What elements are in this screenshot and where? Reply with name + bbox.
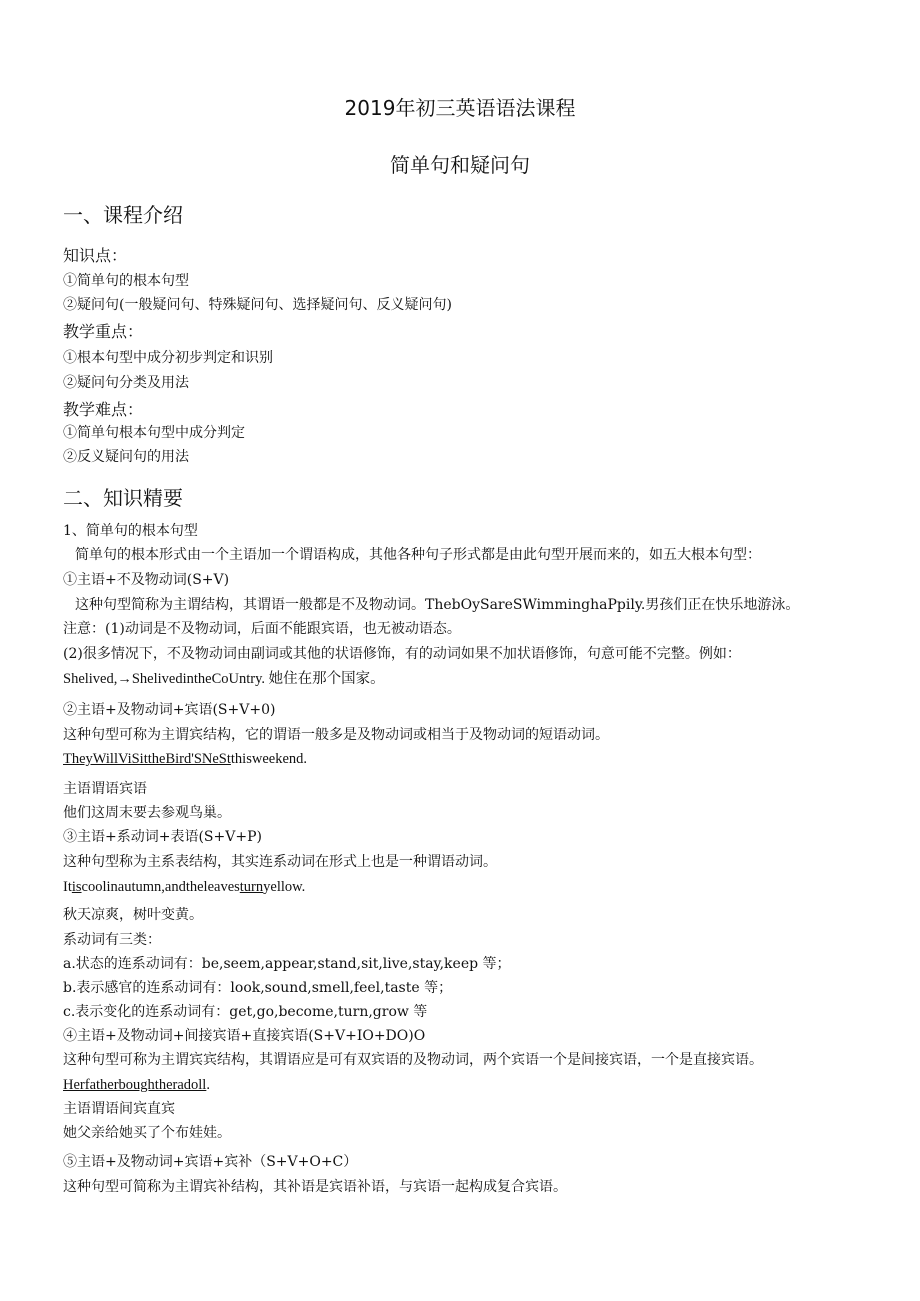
pattern-1-note: 注意：(1)动词是不及物动词，后面不能跟宾语，也无被动语态。	[63, 621, 461, 637]
difficulty-item-2: ②反义疑问句的用法	[63, 449, 189, 465]
focus-item-2: ②疑问句分类及用法	[63, 375, 189, 391]
pattern-2-example	[63, 750, 307, 768]
linking-verbs-label: 系动词有三类：	[63, 932, 161, 948]
pattern-2-desc: 这种句型可称为主谓宾结构，它的谓语一般多是及物动词或相当于及物动词的短语动词。	[63, 727, 609, 743]
pattern-4-parts: 主语谓语间宾直宾	[63, 1101, 175, 1117]
document-subtitle: 简单句和疑问句	[390, 153, 530, 177]
difficulty-item-1: ①简单句根本句型中成分判定	[63, 425, 245, 441]
pattern-1-note-2: (2)很多情况下，不及物动词由副词或其他的状语修饰，有的动词如果不加状语修饰，句意可能不完整。例如：	[63, 646, 741, 662]
knowledge-item-1: ①简单句的根本句型	[63, 273, 189, 289]
pattern-4-example	[63, 1076, 210, 1094]
difficulty-label: 教学难点：	[63, 400, 144, 419]
intro-paragraph: 简单句的根本形式由一个主语加一个谓语构成，其他各种句子形式都是由此句型开展而来的，如五大根本句型：	[75, 547, 761, 563]
section-heading-knowledge: 二、知识精要	[63, 486, 183, 510]
pattern-1-title: ①主语+不及物动词(S+V)	[63, 572, 230, 588]
focus-item-1: ①根本句型中成分初步判定和识别	[63, 350, 273, 366]
pattern-1-desc: 这种句型简称为主谓结构，其谓语一般都是不及物动词。ThebOySareSWimminghaPpily.男孩们正在快乐地游泳。	[75, 597, 800, 613]
pattern-3-translation: 秋天凉爽，树叶变黄。	[63, 907, 203, 923]
pattern-3-desc: 这种句型称为主系表结构，其实连系动词在形式上也是一种谓语动词。	[63, 854, 497, 870]
focus-label: 教学重点：	[63, 322, 144, 341]
pattern-4-example-underlined: Herfatherboughtheradoll	[63, 1077, 207, 1093]
pattern-1-example: Shelived,→ShelivedintheCoUntry. 她住在那个国家。	[63, 671, 385, 687]
pattern-2-translation: 他们这周末要去参观鸟巢。	[63, 805, 231, 821]
pattern-4-desc: 这种句型可称为主谓宾宾结构，其谓语应是可有双宾语的及物动词，两个宾语一个是间接宾语，一个是直接宾语。	[63, 1052, 763, 1068]
pattern-4-translation: 她父亲给她买了个布娃娃。	[63, 1125, 231, 1141]
pattern-2-title: ②主语+及物动词+宾语(S+V+0)	[63, 702, 276, 718]
pattern-3-example-part-a: It	[63, 879, 72, 895]
subheading-simple-sentence: 1、简单句的根本句型	[63, 523, 198, 539]
linking-verbs-c: c.表示变化的连系动词有：get,go,become,turn,grow 等	[63, 1004, 428, 1020]
pattern-2-example-underlined: TheyWillViSittheBird'SNeSt	[63, 751, 231, 767]
pattern-3-example-part-c: coolinautumn,andtheleaves	[81, 879, 240, 895]
pattern-3-title: ③主语+系动词+表语(S+V+P)	[63, 829, 262, 845]
knowledge-label: 知识点：	[63, 246, 128, 265]
pattern-2-parts: 主语谓语宾语	[63, 781, 147, 797]
linking-verbs-b: b.表示感官的连系动词有：look,sound,smell,feel,taste 等；	[63, 980, 453, 996]
pattern-3-example-part-b: is	[71, 879, 82, 895]
pattern-4-example-rest: .	[206, 1077, 210, 1093]
pattern-5-title: ⑤主语+及物动词+宾语+宾补（S+V+O+C）	[63, 1154, 358, 1170]
linking-verbs-a: a.状态的连系动词有：be,seem,appear,stand,sit,live,stay,keep 等；	[63, 956, 511, 972]
knowledge-item-2: ②疑问句(一般疑问句、特殊疑问句、选择疑问句、反义疑问句)	[63, 297, 452, 313]
document-title: 2019年初三英语语法课程	[344, 96, 576, 120]
pattern-2-example-rest: thisweekend.	[230, 751, 308, 767]
pattern-5-desc: 这种句型可简称为主谓宾补结构，其补语是宾语补语，与宾语一起构成复合宾语。	[63, 1179, 567, 1195]
pattern-3-example-part-d: turn	[239, 879, 264, 895]
section-heading-intro: 一、课程介绍	[63, 203, 183, 227]
pattern-4-title: ④主语+及物动词+间接宾语+直接宾语(S+V+IO+DO)O	[63, 1028, 426, 1044]
pattern-3-example-part-e: yellow.	[263, 879, 306, 895]
pattern-3-example	[63, 878, 305, 896]
